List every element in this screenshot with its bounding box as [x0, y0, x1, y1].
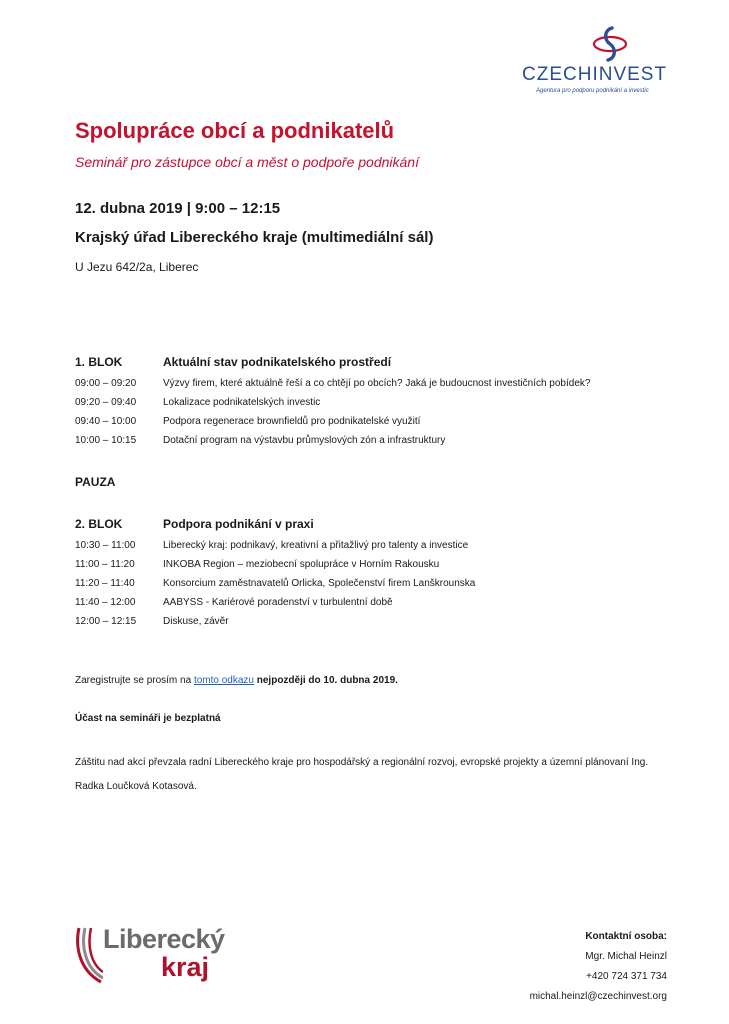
- contact-phone: +420 724 371 734: [586, 971, 667, 982]
- registration-note: [75, 675, 398, 686]
- agenda-row: [75, 435, 445, 446]
- pause-label: PAUZA: [75, 475, 116, 489]
- agenda-row: [75, 540, 468, 551]
- agenda-time: 11:40 – 12:00: [75, 597, 136, 608]
- registration-prefix: Zaregistrujte se prosím na: [75, 675, 194, 686]
- czechinvest-emblem-icon: [590, 26, 630, 62]
- liberecky-kraj-logo: [73, 924, 238, 988]
- agenda-time: 12:00 – 12:15: [75, 616, 137, 627]
- agenda-topic: Dotační program na výstavbu průmyslových zón a infrastruktury: [163, 435, 446, 446]
- agenda-topic: Diskuse, závěr: [163, 616, 229, 627]
- agenda-topic: Konsorcium zaměstnavatelů Orlicka, Společenství firem Lanškrounska: [163, 578, 476, 589]
- agenda-row: [75, 397, 320, 408]
- agenda-time: 09:00 – 09:20: [75, 378, 137, 389]
- agenda-topic: AABYSS - Kariérové poradenství v turbulentní době: [163, 597, 393, 608]
- czechinvest-wordmark: CZECHINVEST: [522, 64, 668, 85]
- agenda-topic: Lokalizace podnikatelských investic: [163, 397, 321, 408]
- free-participation-note: Účast na semináři je bezplatná: [75, 713, 221, 724]
- agenda-time: 11:20 – 11:40: [75, 578, 135, 589]
- liberecky-kraj-word-2: kraj: [161, 952, 210, 982]
- contact-name: Mgr. Michal Heinzl: [585, 951, 667, 962]
- contact-block: [530, 927, 667, 1007]
- page-title: Spolupráce obcí a podnikatelů: [75, 118, 395, 143]
- czechinvest-tagline: Agentura pro podporu podnikání a investic: [536, 88, 649, 94]
- event-address: U Jezu 642/2a, Liberec: [75, 260, 199, 274]
- agenda-row: [75, 416, 420, 427]
- liberecky-kraj-word-1: Liberecký: [103, 924, 225, 954]
- agenda-topic: INKOBA Region – meziobecní spolupráce v Horním Rakousku: [163, 559, 440, 570]
- patronage-note: Záštitu nad akcí převzala radní Libereckého kraje pro hospodářský a regionální rozvoj, evropské projekty a územní plánovaní Ing. Radka Loučková Kotasová.: [75, 757, 649, 792]
- page-subtitle: Seminář pro zástupce obcí a měst o podpoře podnikání: [75, 154, 419, 170]
- block-1-heading: [75, 355, 392, 369]
- agenda-row: [75, 578, 475, 589]
- agenda-time: 10:00 – 10:15: [75, 435, 137, 446]
- agenda-time: 11:00 – 11:20: [75, 559, 135, 570]
- contact-heading: Kontaktní osoba:: [585, 931, 667, 942]
- czechinvest-logo: [520, 26, 690, 102]
- agenda-time: 09:20 – 09:40: [75, 397, 137, 408]
- agenda-time: 10:30 – 11:00: [75, 540, 136, 551]
- agenda-topic: Podpora regenerace brownfieldů pro podnikatelské využití: [163, 416, 421, 427]
- agenda-time: 09:40 – 10:00: [75, 416, 137, 427]
- registration-deadline: nejpozději do 10. dubna 2019.: [253, 675, 398, 686]
- registration-link[interactable]: tomto odkazu: [193, 675, 254, 686]
- agenda-topic: Liberecký kraj: podnikavý, kreativní a přitažlivý pro talenty a investice: [163, 540, 469, 551]
- block-1-name: Aktuální stav podnikatelského prostředí: [163, 355, 392, 369]
- agenda-row: [75, 616, 229, 627]
- block-1-label: 1. BLOK: [75, 355, 123, 369]
- agenda-topic: Výzvy firem, které aktuálně řeší a co chtějí po obcích? Jaká je budoucnost investičních pobídek?: [163, 378, 591, 389]
- agenda-row: [75, 559, 439, 570]
- contact-email[interactable]: michal.heinzl@czechinvest.org: [529, 991, 667, 1002]
- block-2-label: 2. BLOK: [75, 517, 123, 531]
- block-2-heading: [75, 517, 314, 531]
- event-date: 12. dubna 2019 | 9:00 – 12:15: [75, 200, 281, 217]
- liberecky-kraj-swoosh-icon: [73, 926, 103, 984]
- agenda-row: [75, 597, 393, 608]
- agenda-row: [75, 378, 590, 389]
- event-venue: Krajský úřad Libereckého kraje (multimediální sál): [75, 229, 434, 246]
- block-2-name: Podpora podnikání v praxi: [163, 517, 314, 531]
